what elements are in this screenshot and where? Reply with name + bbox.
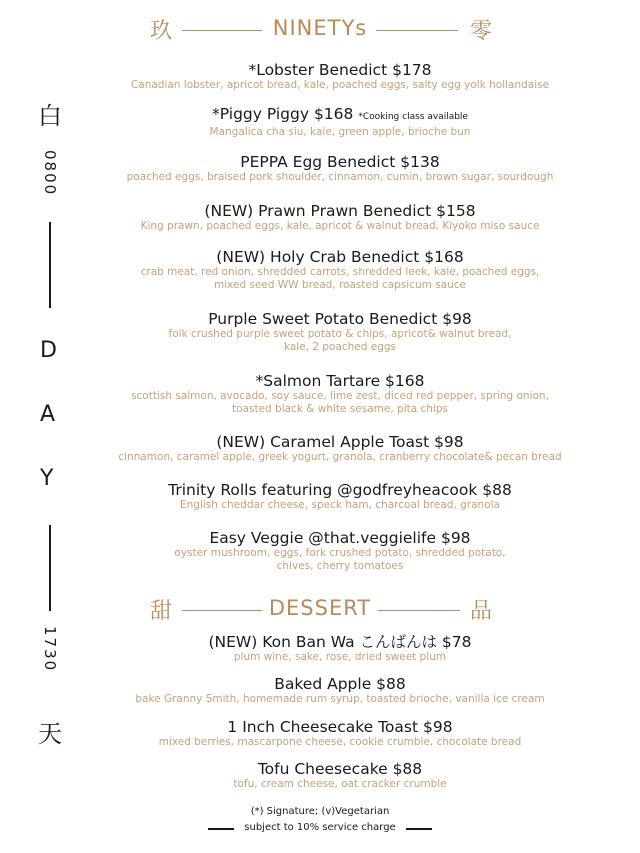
item-desc: Mangalica cha siu, kale, green apple, brioche bun <box>209 126 471 138</box>
section-header-ninetys <box>0 16 640 42</box>
item-title: *Piggy Piggy $168 *Cooking class available <box>212 105 468 123</box>
item-title: Purple Sweet Potato Benedict $98 <box>208 310 472 328</box>
item-title: (NEW) Kon Ban Wa こんばんは $78 <box>208 633 472 651</box>
item-desc: mixed berries, mascarpone cheese, cookie crumble, chocolate bread <box>158 736 522 748</box>
header-rule-right <box>378 610 460 611</box>
footer-rule-right <box>406 828 432 830</box>
side-top-char: 白 <box>38 102 62 130</box>
item-title: PEPPA Egg Benedict $138 <box>240 153 440 171</box>
header-rule-right <box>376 30 458 31</box>
side-letter-y: Y <box>40 466 54 491</box>
item-desc: English cheddar cheese, speck ham, charcoal bread, granola <box>180 499 500 511</box>
menu-item <box>80 61 600 92</box>
item-title: (NEW) Caramel Apple Toast $98 <box>216 433 464 451</box>
header-left-char: 玖 <box>150 19 174 44</box>
item-desc: chives, cherry tomatoes <box>276 560 404 572</box>
service-charge: subject to 10% service charge <box>244 822 396 833</box>
item-title: (NEW) Prawn Prawn Benedict $158 <box>204 202 476 220</box>
menu-item <box>80 529 600 573</box>
menu-item <box>80 153 600 184</box>
item-note: *Cooking class available <box>358 112 468 122</box>
item-title: Baked Apple $88 <box>274 675 406 693</box>
section-title: NINETYs <box>272 16 368 40</box>
header-left-char: 甜 <box>150 599 174 624</box>
item-title: *Salmon Tartare $168 <box>255 372 425 390</box>
item-desc: bake Granny Smith, homemade rum syrup, toasted brioche, vanilla ice cream <box>135 693 545 705</box>
service-charge-row <box>0 822 640 838</box>
dessert-item <box>80 760 600 791</box>
item-desc: toasted black & white sesame, pita chips <box>232 403 448 415</box>
menu-item <box>80 372 600 416</box>
item-desc: crab meat, red onion, shredded carrots, shredded leek, kale, poached eggs, <box>140 266 540 278</box>
item-desc: oyster mushroom, eggs, fork crushed potato, shredded potato, <box>174 547 506 559</box>
menu-item <box>80 202 600 233</box>
side-close-time: 1730 <box>41 626 59 673</box>
menu-item <box>80 481 600 512</box>
legend: (*) Signature; (v)Vegetarian <box>250 806 390 817</box>
item-desc: scottish salmon, avocado, soy sauce, lime zest, diced red pepper, spring onion, <box>131 390 549 402</box>
side-open-time: 0800 <box>41 150 59 197</box>
item-title: (NEW) Holy Crab Benedict $168 <box>216 248 464 266</box>
section-title: DESSERT <box>268 596 372 620</box>
item-desc: kale, 2 poached eggs <box>283 341 397 353</box>
side-letter-d: D <box>40 338 57 363</box>
item-title: *Lobster Benedict $178 <box>248 61 432 79</box>
header-right-char: 零 <box>470 19 494 44</box>
dessert-item <box>80 718 600 749</box>
item-title: Tofu Cheesecake $88 <box>257 760 423 778</box>
side-letter-a: A <box>40 402 56 427</box>
section-header-dessert <box>0 596 640 622</box>
item-desc: plum wine, sake, rose, dried sweet plum <box>233 651 447 663</box>
dessert-item <box>80 633 600 664</box>
item-desc: tofu, cream cheese, oat cracker crumble <box>233 778 447 790</box>
item-desc: mixed seed WW bread, roasted capsicum sauce <box>213 279 467 291</box>
menu-item <box>80 433 600 464</box>
side-bottom-char: 天 <box>38 720 62 748</box>
item-desc: King prawn, poached eggs, kale, apricot & walnut bread, Kiyoko miso sauce <box>140 220 540 232</box>
menu-item <box>80 310 600 354</box>
dessert-item <box>80 675 600 706</box>
footer-rule-left <box>208 828 234 830</box>
item-title: 1 Inch Cheesecake Toast $98 <box>227 718 453 736</box>
item-title: Easy Veggie @that.veggielife $98 <box>209 529 471 547</box>
header-rule-left <box>182 610 262 611</box>
item-desc: poached eggs, braised pork shoulder, cinnamon, cumin, brown sugar, sourdough <box>126 171 554 183</box>
item-desc: folk crushed purple sweet potato & chips, apricot& walnut bread, <box>168 328 512 340</box>
item-desc: Canadian lobster, apricot bread, kale, poached eggs, salty egg yolk hollandaise <box>130 79 550 91</box>
side-rule-1 <box>49 222 51 308</box>
item-title: Trinity Rolls featuring @godfreyheacook $88 <box>168 481 512 499</box>
menu-item <box>80 105 600 139</box>
header-rule-left <box>182 30 262 31</box>
header-right-char: 品 <box>470 599 494 624</box>
menu-item <box>80 248 600 292</box>
item-desc: cinnamon, caramel apple, greek yogurt, granola, cranberry chocolate& pecan bread <box>118 451 562 463</box>
